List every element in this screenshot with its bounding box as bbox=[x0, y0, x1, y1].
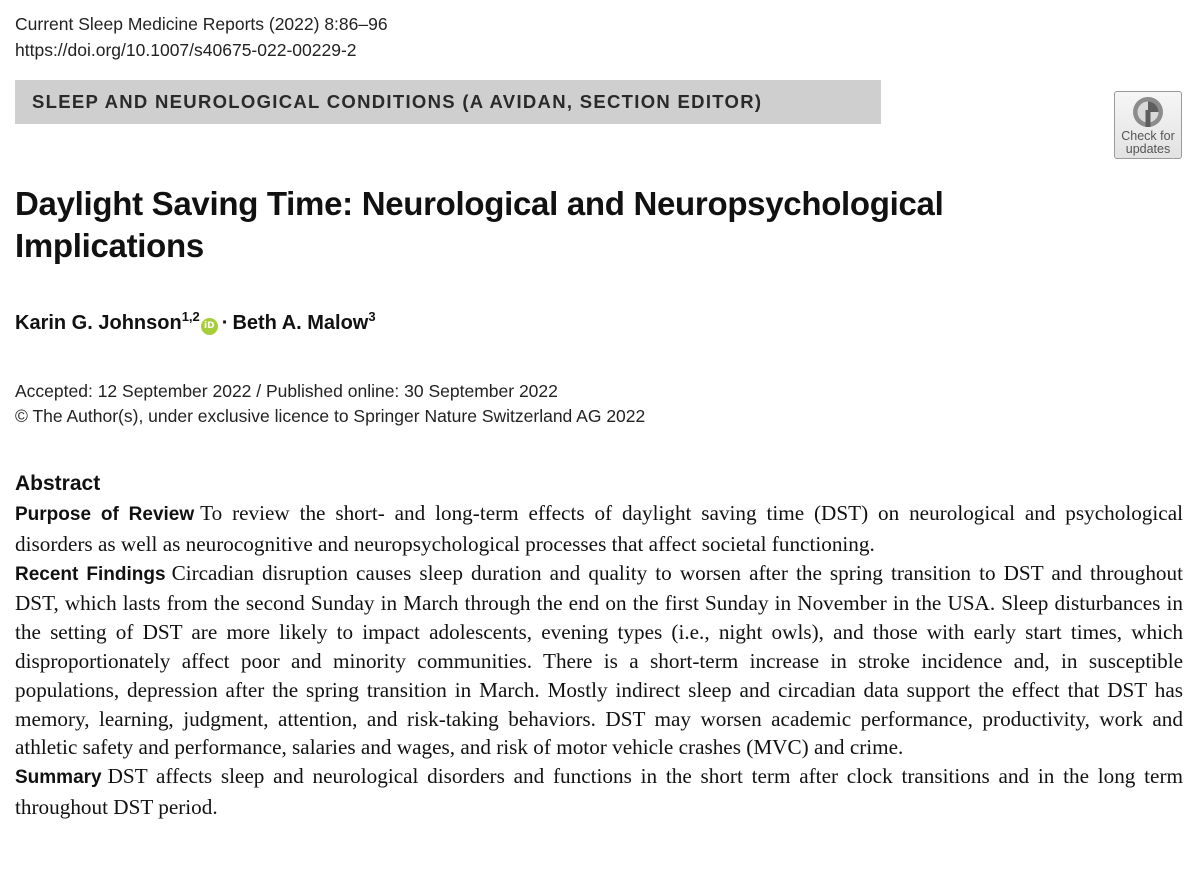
abstract-purpose bbox=[15, 499, 1183, 559]
author-name[interactable]: Karin G. Johnson bbox=[15, 312, 182, 334]
section-label: SLEEP AND NEUROLOGICAL CONDITIONS (A AVIDAN, SECTION EDITOR) bbox=[32, 91, 763, 112]
abstract-heading: Abstract bbox=[15, 472, 101, 495]
doi-link[interactable]: https://doi.org/10.1007/s40675-022-00229-2 bbox=[15, 40, 357, 60]
author-affiliation: 1,2 bbox=[181, 309, 200, 324]
check-for-updates-line2: updates bbox=[1125, 142, 1171, 156]
check-for-updates-button[interactable] bbox=[1114, 91, 1182, 159]
copyright-notice: © The Author(s), under exclusive licence to Springer Nature Switzerland AG 2022 bbox=[15, 406, 646, 426]
check-for-updates-line1: Check for bbox=[1121, 129, 1175, 143]
publication-dates: Accepted: 12 September 2022 / Published online: 30 September 2022 bbox=[15, 381, 558, 401]
article-title: Daylight Saving Time: Neurological and Neuropsychological Implications bbox=[15, 185, 944, 264]
abstract-body bbox=[15, 499, 1183, 822]
abstract-findings bbox=[15, 559, 1183, 763]
author-list bbox=[15, 309, 376, 337]
abstract-summary-label: Summary bbox=[15, 767, 102, 789]
abstract-purpose-label: Purpose of Review bbox=[15, 504, 195, 525]
abstract-purpose-text: To review the short- and long-term effects of daylight saving time (DST) on neurological and psychological disorders as well as neurocognitive and neuropsychological processes that affect societal functioning. bbox=[15, 501, 1183, 556]
author-name[interactable]: Beth A. Malow bbox=[232, 312, 369, 334]
abstract-summary bbox=[15, 762, 1183, 822]
orcid-icon[interactable]: iD bbox=[201, 318, 218, 335]
section-banner bbox=[15, 80, 881, 124]
abstract-summary-text: DST affects sleep and neurological disorders and functions in the short term after clock transitions and in the long term throughout DST period. bbox=[15, 764, 1183, 819]
journal-citation: Current Sleep Medicine Reports (2022) 8:86–96 bbox=[15, 14, 388, 34]
abstract-findings-label: Recent Findings bbox=[15, 563, 166, 585]
abstract-findings-text: Circadian disruption causes sleep duration and quality to worsen after the spring transition to DST and throughout DST, which lasts from the second Sunday in March through the end on the first Sunday in November in the USA. Sleep disturbances in the setting of DST are more likely to impact adolescents, evening types (i.e., night owls), and those with early start times, which disproportionately affect poor and minority communities. There is a short-term increase in stroke incidence and, in susceptible populations, depression after the spring transition in March. Mostly indirect sleep and circadian data support the effect that DST has memory, learning, judgment, attention, and risk-taking behaviors. DST may worsen academic performance, productivity, work and athletic safety and performance, salaries and wages, and risk of motor vehicle crashes (MVC) and crime. bbox=[15, 560, 1183, 760]
author-separator: · bbox=[221, 312, 229, 334]
author-affiliation: 3 bbox=[368, 309, 376, 324]
crossmark-icon bbox=[1131, 95, 1165, 129]
